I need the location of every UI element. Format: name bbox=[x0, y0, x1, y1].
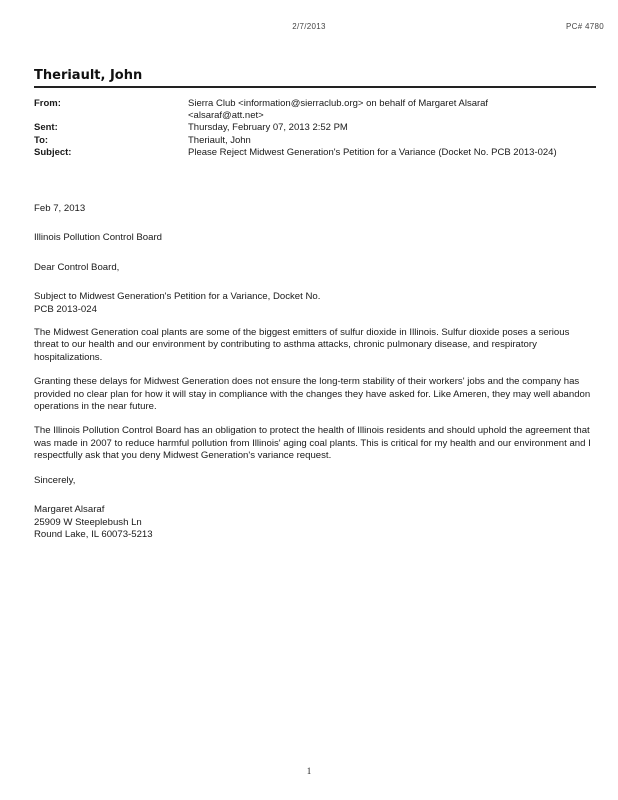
letter-subject-line1: Subject to Midwest Generation's Petition for a Variance, Docket No. bbox=[34, 291, 321, 303]
from-value-line1: Sierra Club <information@sierraclub.org> on behalf of Margaret Alsaraf bbox=[188, 98, 489, 109]
letter-paragraph-2: Granting these delays for Midwest Generation does not ensure the long-term stability of their workers' jobs and the company has provided no clear plan for how it will stay in compliance with the changes they have asked for. Like Ameren, they may well abandon operations in the near future. bbox=[34, 376, 591, 413]
letter-paragraph-1: The Midwest Generation coal plants are some of the biggest emitters of sulfur dioxide in Illinois. Sulfur dioxide poses a serious threat to our health and our environment by contributing to asthma attacks, chronic pulmonary disease, and respiratory hospitalizations. bbox=[34, 327, 570, 363]
subject-label: Subject: bbox=[34, 146, 72, 158]
from-row bbox=[34, 98, 604, 122]
page-number: 1 bbox=[306, 766, 312, 776]
letter-recipient: Illinois Pollution Control Board bbox=[34, 232, 162, 244]
signer-name: Margaret Alsaraf bbox=[34, 504, 105, 516]
to-value: Theriault, John bbox=[188, 134, 251, 146]
pc-number: PC# 4780 bbox=[566, 22, 604, 31]
heading-divider bbox=[34, 86, 596, 88]
letter-closing: Sincerely, bbox=[34, 474, 76, 486]
signer-address-line1: 25909 W Steeplebush Ln bbox=[34, 516, 142, 528]
letter-subject-line2: PCB 2013-024 bbox=[34, 303, 97, 315]
email-header-block bbox=[34, 98, 604, 159]
letter-date: Feb 7, 2013 bbox=[34, 203, 86, 214]
letter-body bbox=[34, 203, 594, 541]
from-label: From: bbox=[34, 98, 61, 109]
header-date: 2/7/2013 bbox=[292, 22, 326, 31]
subject-row bbox=[34, 147, 604, 159]
to-label: To: bbox=[34, 134, 49, 146]
subject-value: Please Reject Midwest Generation's Petition for a Variance (Docket No. PCB 2013-024) bbox=[188, 146, 557, 158]
signer-address-line2: Round Lake, IL 60073-5213 bbox=[34, 528, 153, 540]
sent-row bbox=[34, 122, 604, 134]
sent-value: Thursday, February 07, 2013 2:52 PM bbox=[188, 122, 348, 134]
recipient-name-heading: Theriault, John bbox=[34, 68, 143, 83]
letter-paragraph-3: The Illinois Pollution Control Board has an obligation to protect the health of Illinois residents and should uphold the agreement that was made in 2007 to reduce harmful pollution from Illinois' aging coal plants. This is critical for my health and our environment and I respectfully ask that you deny Midwest Generation's variance request. bbox=[34, 425, 591, 462]
to-row bbox=[34, 135, 604, 147]
sent-label: Sent: bbox=[34, 122, 58, 134]
from-value-line2: <alsaraf@att.net> bbox=[188, 110, 264, 122]
from-value bbox=[188, 98, 604, 122]
letter-salutation: Dear Control Board, bbox=[34, 261, 120, 273]
